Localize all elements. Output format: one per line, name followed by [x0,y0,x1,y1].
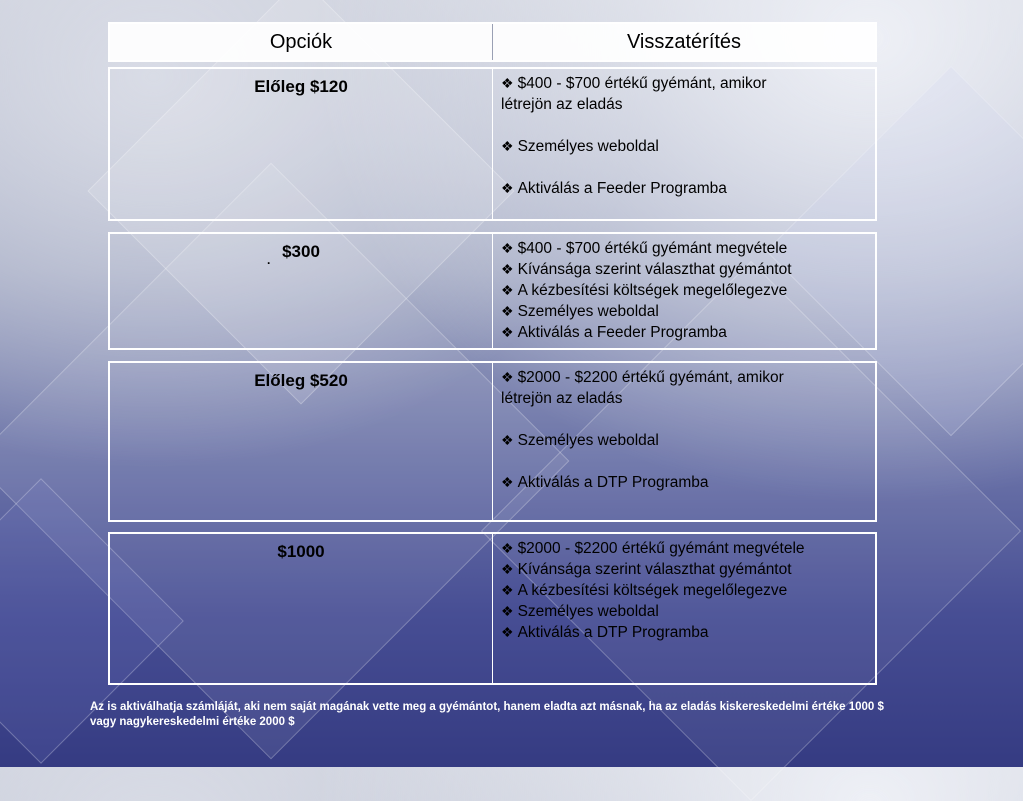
refund-cell [493,363,875,520]
diamond-bullet-icon: ❖ [501,624,514,640]
list-item-text: Aktiválás a Feeder Programba [517,324,727,341]
list-item-text: A kézbesítési költségek megelőlegezve [517,282,788,299]
footnote: Az is aktiválhatja számláját, aki nem saját magának vette meg a gyémántot, hanem eladta azt másnak, ha az eladás kiskereskedelmi értéke 1000 $ vagy nagykereskedelmi értéke 2000 $ [90,701,884,728]
list-item [501,430,867,451]
refund-cell [493,534,875,683]
list-item-text: $400 - $700 értékű gyémánt, amikor létrejön az eladás [501,75,767,113]
list-item-text: Kívánsága szerint választhat gyémántot [517,561,792,578]
list-item [501,559,867,580]
list-item-text: $400 - $700 értékű gyémánt megvétele [517,240,788,257]
list-item [501,622,867,643]
list-item [501,259,867,280]
list-item [501,178,867,199]
header-refund: Visszatérítés [626,30,742,53]
list-item [501,580,867,601]
list-item-text: Személyes weboldal [517,303,659,320]
table-header [108,22,877,62]
list-item-text: $2000 - $2200 értékű gyémánt, amikor létrejön az eladás [501,369,784,407]
spacer [501,115,867,136]
list-item [501,367,867,409]
list-item [501,538,867,559]
list-item [501,280,867,301]
spacer [501,451,867,472]
list-item [501,301,867,322]
list-item-text: Aktiválás a DTP Programba [517,624,709,641]
header-options: Opciók [110,24,493,60]
diamond-bullet-icon: ❖ [501,180,514,196]
list-item [501,472,867,493]
diamond-bullet-icon: ❖ [501,138,514,154]
diamond-bullet-icon: ❖ [501,603,514,619]
table-row [108,67,877,221]
option-cell: $300 [282,242,320,261]
list-item-text: Személyes weboldal [517,603,659,620]
option-cell: Előleg $120 [110,69,493,219]
marker-dot: · [267,256,271,270]
diamond-bullet-icon: ❖ [501,324,514,340]
refund-cell [493,69,875,219]
diamond-bullet-icon: ❖ [501,75,514,91]
option-cell-wrap [110,234,493,348]
list-item [501,601,867,622]
diamond-bullet-icon: ❖ [501,282,514,298]
list-item-text: Személyes weboldal [517,138,659,155]
diamond-bullet-icon: ❖ [501,240,514,256]
diamond-bullet-icon: ❖ [501,261,514,277]
list-item [501,73,867,115]
diamond-bullet-icon: ❖ [501,582,514,598]
list-item-text: Aktiválás a Feeder Programba [517,180,727,197]
list-item [501,136,867,157]
diamond-bullet-icon: ❖ [501,474,514,490]
list-item-text: Kívánsága szerint választhat gyémántot [517,261,792,278]
option-cell: $1000 [110,534,493,683]
option-cell: Előleg $520 [110,363,493,520]
table-row [108,532,877,685]
list-item-text: A kézbesítési költségek megelőlegezve [517,582,788,599]
table-row [108,361,877,522]
spacer [501,409,867,430]
diamond-bullet-icon: ❖ [501,561,514,577]
spacer [501,157,867,178]
diamond-bullet-icon: ❖ [501,432,514,448]
list-item-text: $2000 - $2200 értékű gyémánt megvétele [517,540,805,557]
list-item-text: Aktiválás a DTP Programba [517,474,709,491]
diamond-bullet-icon: ❖ [501,540,514,556]
list-item-text: Személyes weboldal [517,432,659,449]
diamond-bullet-icon: ❖ [501,303,514,319]
diamond-bullet-icon: ❖ [501,369,514,385]
table-row [108,232,877,350]
list-item [501,238,867,259]
list-item [501,322,867,343]
refund-cell [493,234,875,348]
